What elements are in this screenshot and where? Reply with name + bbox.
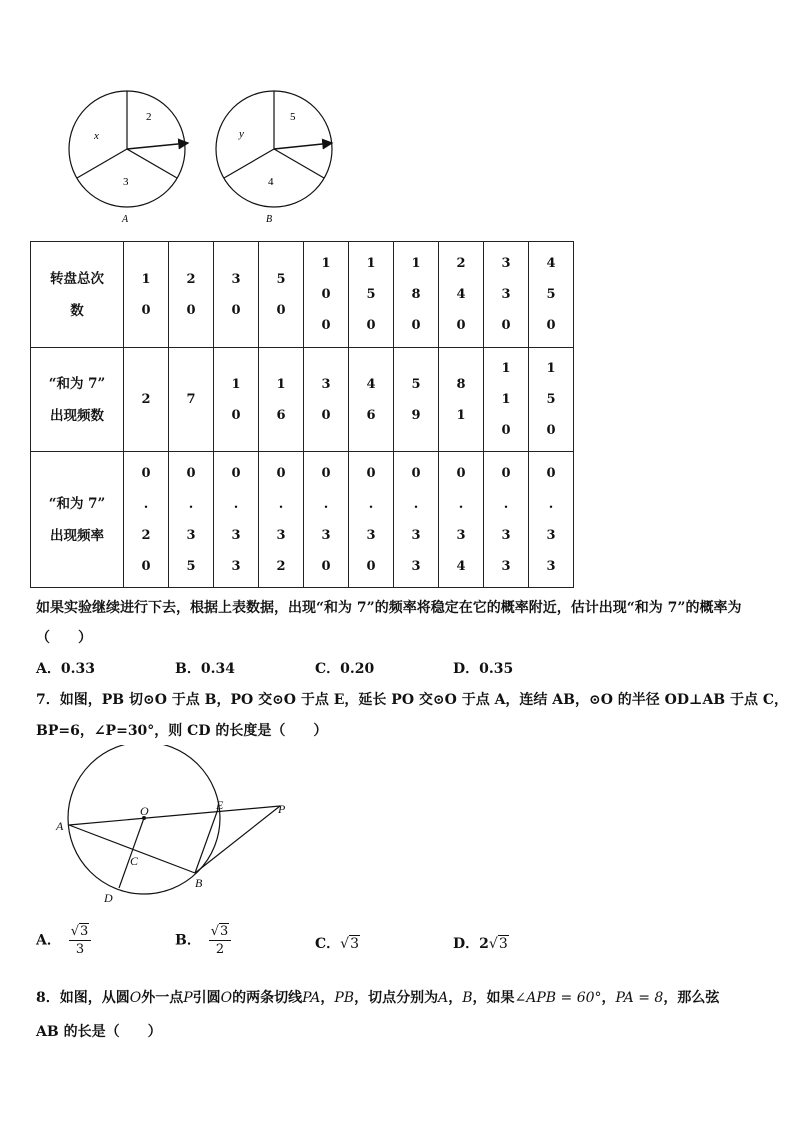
cell-char: 3	[411, 558, 421, 574]
cell-char: 3	[501, 256, 511, 271]
cell-char: 0	[546, 465, 556, 481]
table-cell	[214, 348, 259, 452]
cell-char: 8	[411, 287, 421, 302]
cell-char: 0	[546, 423, 556, 438]
row-header-line: “和为 7”	[48, 375, 106, 392]
cell-char: 0	[546, 318, 556, 333]
cell-char: .	[548, 496, 554, 512]
table-cell	[349, 348, 394, 452]
cell-char: .	[503, 496, 509, 512]
row-header	[31, 348, 124, 452]
q7-option-d: D．2√3	[453, 936, 508, 952]
q8-var-o2: O	[220, 990, 233, 1006]
cell-char: 2	[186, 271, 196, 287]
table-cell	[394, 242, 439, 348]
table-cell	[124, 452, 169, 588]
q7-option-c-label: C．	[315, 936, 341, 952]
spinner-figure	[60, 82, 350, 230]
table-cell	[529, 242, 574, 348]
q6-option-a: A．0.33	[36, 661, 95, 677]
cell-char: 1	[366, 256, 376, 271]
cell-char: 7	[186, 392, 196, 407]
q7-option-c: C．√3	[315, 936, 359, 952]
cell-char: .	[278, 496, 284, 512]
q6-option-b: B．0.34	[175, 661, 235, 677]
q7-option-a-fraction: $\frac{√3}{3}$	[69, 923, 92, 958]
cell-char: 1	[321, 256, 331, 271]
spinner-a-sector-x: x	[94, 130, 99, 142]
cell-char: 0	[366, 318, 376, 333]
table-cell	[439, 452, 484, 588]
cell-char: .	[188, 496, 194, 512]
cell-char: 6	[366, 407, 376, 423]
q6-option-c: C．0.20	[315, 661, 375, 677]
q8-text-b: 外一点	[141, 990, 184, 1006]
table-cell	[169, 452, 214, 588]
q8-question-line2: AB 的长是（ ）	[36, 1024, 162, 1040]
table-cell	[484, 452, 529, 588]
cell-char: 5	[546, 392, 556, 407]
cell-char: 5	[186, 558, 196, 574]
spinner-b	[216, 91, 332, 225]
cell-char: 4	[546, 256, 556, 271]
q8-text-c: 引圆	[192, 990, 221, 1006]
q7-option-d-label: D．2	[453, 936, 489, 952]
cell-char: 3	[321, 376, 331, 392]
q8-text-d: 的两条切线	[232, 990, 303, 1006]
cell-char: 0	[411, 318, 421, 333]
q7-label-d: D	[104, 891, 113, 905]
cell-char: 3	[321, 527, 331, 543]
cell-char: .	[233, 496, 239, 512]
cell-char: 3	[501, 558, 511, 574]
spinner-a-caption: A	[122, 214, 129, 225]
cell-char: 0	[321, 318, 331, 333]
spinner-a-sector-3: 3	[123, 176, 129, 188]
q7-option-b	[175, 923, 231, 958]
spinner-b-caption: B	[266, 214, 273, 225]
table-cell	[169, 242, 214, 348]
cell-char: 1	[501, 361, 511, 376]
cell-char: 1	[546, 361, 556, 376]
cell-char: 0	[141, 558, 151, 574]
q8-var-b: B	[462, 990, 473, 1006]
cell-char: 0	[141, 465, 151, 481]
cell-char: 3	[231, 271, 241, 287]
table-cell	[124, 348, 169, 452]
q7-option-a-radicand: 3	[80, 924, 89, 939]
table-cell	[259, 348, 304, 452]
cell-char: 0	[456, 465, 466, 481]
table-cell	[259, 452, 304, 588]
cell-char: 0	[276, 302, 286, 318]
table-cell	[304, 452, 349, 588]
cell-char: 0	[186, 302, 196, 318]
cell-char: 2	[141, 392, 151, 407]
table-cell	[439, 242, 484, 348]
row-header-line: 出现频数	[50, 407, 104, 424]
table-cell	[214, 242, 259, 348]
q7-label-p: P	[278, 802, 286, 816]
cell-char: 3	[231, 527, 241, 543]
spinner-b-sector-5: 5	[290, 111, 296, 123]
cell-char: 2	[141, 527, 151, 543]
table-row	[31, 452, 574, 588]
cell-char: 0	[231, 302, 241, 318]
cell-char: 1	[456, 407, 466, 423]
cell-char: 0	[321, 558, 331, 574]
q7-option-c-radicand: 3	[350, 936, 359, 952]
cell-char: 0	[276, 465, 286, 481]
table-row	[31, 242, 574, 348]
row-header-line: 出现频率	[50, 527, 104, 544]
q8-var-a: A	[438, 990, 449, 1006]
cell-char: 1	[141, 271, 151, 287]
q7-option-a-label: A．	[36, 932, 61, 949]
cell-char: 0	[501, 318, 511, 333]
table-cell	[529, 348, 574, 452]
table-cell	[484, 242, 529, 348]
q7-option-b-label: B．	[175, 932, 201, 949]
cell-char: 2	[456, 256, 466, 271]
cell-char: 6	[276, 407, 286, 423]
table-cell	[529, 452, 574, 588]
q6-question-text: 如果实验继续进行下去，根据上表数据，出现“和为 7”的频率将稳定在它的概率附近，估计出现“和为 7”的概率为	[36, 600, 742, 616]
cell-char: 8	[456, 376, 466, 392]
table-row	[31, 348, 574, 452]
q7-label-b: B	[195, 876, 203, 890]
q8-text-a: 8．如图，从圆	[36, 990, 130, 1006]
cell-char: 5	[276, 271, 286, 287]
q7-option-d-radicand: 3	[498, 936, 508, 952]
cell-char: 0	[501, 465, 511, 481]
frequency-table	[30, 241, 574, 588]
cell-char: 0	[321, 407, 331, 423]
cell-char: 0	[321, 287, 331, 302]
q8-angle-expr: ∠APB = 60°	[514, 990, 602, 1006]
q7-label-e: E	[216, 798, 224, 812]
q8-text-f: ，如果	[472, 990, 515, 1006]
cell-char: 5	[366, 287, 376, 302]
q7-label-o: O	[140, 804, 149, 818]
q8-var-o1: O	[129, 990, 142, 1006]
spinner-a-sector-2: 2	[146, 111, 152, 123]
cell-char: 1	[231, 376, 241, 392]
q8-pa-expr: PA = 8	[615, 990, 664, 1006]
cell-char: 0	[456, 318, 466, 333]
cell-char: 3	[366, 527, 376, 543]
cell-char: 3	[546, 527, 556, 543]
table-cell	[439, 348, 484, 452]
table-cell	[259, 242, 304, 348]
row-header-line: “和为 7”	[48, 495, 106, 512]
q6-option-d: D．0.35	[453, 661, 514, 677]
cell-char: 5	[411, 376, 421, 392]
cell-char: .	[368, 496, 374, 512]
table-cell	[124, 242, 169, 348]
q7-label-c: C	[130, 854, 139, 868]
cell-char: 0	[321, 465, 331, 481]
cell-char: 4	[456, 287, 466, 302]
cell-char: 1	[501, 392, 511, 407]
row-header	[31, 242, 124, 348]
cell-char: 3	[501, 287, 511, 302]
cell-char: 3	[411, 527, 421, 543]
q7-option-a	[36, 923, 91, 958]
table-cell	[214, 452, 259, 588]
cell-char: 0	[186, 465, 196, 481]
cell-char: 1	[276, 376, 286, 392]
cell-char: 4	[366, 376, 376, 392]
q7-option-a-denominator: 3	[75, 942, 85, 957]
q7-question-line1: 7．如图，PB 切⊙O 于点 B，PO 交⊙O 于点 E，延长 PO 交⊙O 于点 A，连结 AB，⊙O 的半径 OD⊥AB 于点 C，	[36, 692, 789, 708]
q7-circle-figure	[52, 745, 302, 907]
cell-char: 0	[231, 407, 241, 423]
q7-option-b-denominator: 2	[215, 942, 225, 957]
q7-question-line2: BP=6，∠P=30°，则 CD 的长度是（ ）	[36, 723, 328, 739]
q8-text-e: ，切点分别为	[354, 990, 439, 1006]
table-cell	[394, 452, 439, 588]
table-cell	[349, 452, 394, 588]
table-cell	[304, 348, 349, 452]
spinner-a	[69, 91, 188, 225]
cell-char: 3	[231, 558, 241, 574]
q8-var-p: P	[183, 990, 193, 1006]
cell-char: 3	[546, 558, 556, 574]
cell-char: 4	[456, 558, 466, 574]
cell-char: .	[323, 496, 329, 512]
table-cell	[304, 242, 349, 348]
cell-char: 3	[456, 527, 466, 543]
q8-sep-3: ，	[601, 990, 616, 1006]
spinner-b-sector-y: y	[239, 128, 244, 140]
cell-char: 0	[501, 423, 511, 438]
table-cell	[484, 348, 529, 452]
q8-sep-1: ，	[320, 990, 335, 1006]
cell-char: .	[143, 496, 149, 512]
cell-char: 0	[231, 465, 241, 481]
cell-char: 3	[186, 527, 196, 543]
cell-char: 0	[141, 302, 151, 318]
row-header-line: 转盘总次	[50, 270, 104, 287]
spinner-b-sector-4: 4	[268, 176, 274, 188]
cell-char: 0	[366, 465, 376, 481]
cell-char: .	[458, 496, 464, 512]
table-cell	[394, 348, 439, 452]
cell-char: 0	[366, 558, 376, 574]
cell-char: 9	[411, 407, 421, 423]
cell-char: 3	[501, 527, 511, 543]
q8-text-g: ，那么弦	[663, 990, 720, 1006]
q8-question-line1	[36, 987, 719, 1007]
q7-label-a: A	[56, 819, 64, 833]
q7-option-b-radicand: 3	[220, 924, 229, 939]
table-cell	[349, 242, 394, 348]
q8-var-pa: PA	[302, 990, 321, 1006]
row-header-line: 数	[70, 302, 84, 319]
q8-var-pb: PB	[334, 990, 355, 1006]
q7-option-b-fraction: $\frac{√3}{2}$	[209, 923, 232, 958]
row-header	[31, 452, 124, 588]
cell-char: 5	[546, 287, 556, 302]
cell-char: 1	[411, 256, 421, 271]
cell-char: 3	[276, 527, 286, 543]
table-cell	[169, 348, 214, 452]
frequency-table-body	[31, 242, 574, 588]
cell-char: .	[413, 496, 419, 512]
cell-char: 2	[276, 558, 286, 574]
q6-answer-paren: （ ）	[36, 630, 92, 646]
q8-sep-2: ，	[448, 990, 463, 1006]
cell-char: 0	[411, 465, 421, 481]
